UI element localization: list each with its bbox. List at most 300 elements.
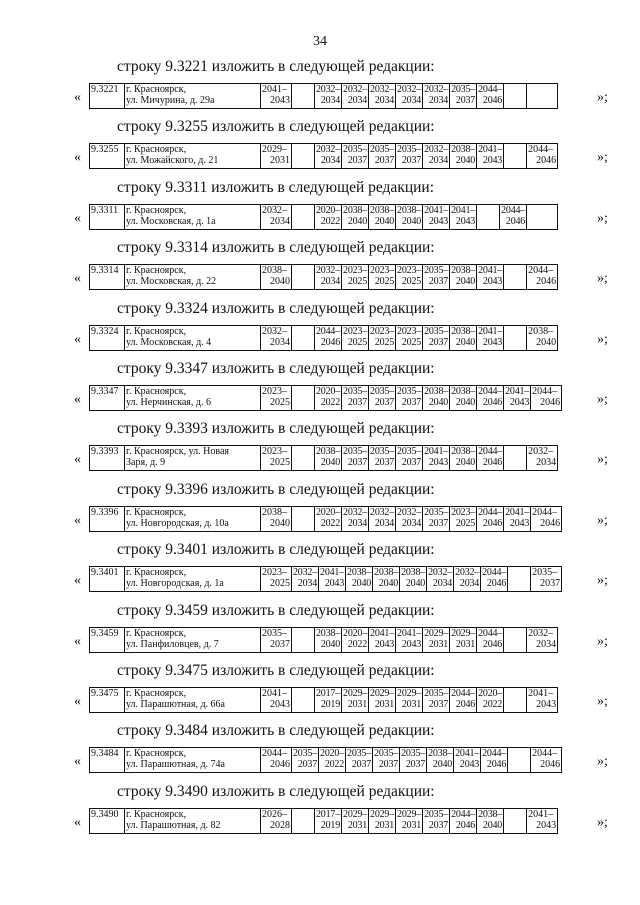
year-end: 2040 <box>378 578 399 590</box>
year-start: 2032– <box>293 567 318 579</box>
year-end: 2037 <box>378 759 399 771</box>
year-cell <box>450 84 477 109</box>
year-start: 2029– <box>370 688 395 699</box>
year-end: 2040 <box>405 578 426 590</box>
year-start: 2038– <box>451 265 476 277</box>
address-line-1: г. Красноярск, <box>126 627 187 639</box>
year-cell <box>481 748 508 773</box>
year-cell <box>504 688 527 713</box>
year-cell <box>261 688 292 713</box>
year-end: 2034 <box>320 155 341 167</box>
year-cell <box>342 204 369 229</box>
year-cell <box>369 204 396 229</box>
year-cell <box>369 265 396 290</box>
year-end: 2037 <box>347 457 368 469</box>
year-start: 2041– <box>505 506 530 518</box>
year-cell <box>369 506 396 531</box>
year-start: 2044– <box>528 265 554 277</box>
closing-quote: »; <box>597 754 608 770</box>
year-start: 2044– <box>532 386 558 397</box>
year-start: 2032– <box>370 506 395 518</box>
year-start: 2044– <box>478 506 503 518</box>
year-cell <box>450 265 477 290</box>
amendment-heading: строку 9.3314 изложить в следующей редакции: <box>117 239 435 257</box>
year-end: 2046 <box>540 397 561 408</box>
amendment-heading: строку 9.3347 изложить в следующей редакции: <box>117 360 435 377</box>
year-end: 2034 <box>347 95 368 106</box>
amendment-section <box>0 481 640 543</box>
year-cell <box>477 386 504 411</box>
year-end: 2046 <box>482 517 503 529</box>
year-cell <box>292 386 315 411</box>
year-cell <box>504 506 531 531</box>
year-cell <box>396 688 423 713</box>
year-cell <box>396 84 423 109</box>
closing-quote: »; <box>597 90 608 105</box>
year-end: 2031 <box>428 638 449 650</box>
year-start: 2029– <box>451 627 476 639</box>
year-start: 2023– <box>370 265 395 277</box>
year-start: 2035– <box>293 748 318 760</box>
closing-quote: »; <box>597 271 608 287</box>
year-cell <box>531 386 562 411</box>
address-line-1: г. Красноярск, <box>126 688 187 699</box>
year-end: 2034 <box>401 517 422 529</box>
address-line-1: г. Красноярск, <box>126 144 187 156</box>
year-start: 2029– <box>397 808 422 820</box>
year-start: 2038– <box>451 446 476 458</box>
year-start: 2044– <box>478 446 503 458</box>
opening-quote: « <box>74 814 81 830</box>
opening-quote: « <box>74 633 81 649</box>
year-end: 2040 <box>482 819 503 831</box>
year-end: 2040 <box>455 155 476 167</box>
year-end: 2046 <box>455 699 476 710</box>
opening-quote: « <box>74 90 81 105</box>
amendment-section <box>0 722 640 784</box>
address-line-1: г. Красноярск, ул. Новая <box>126 446 229 458</box>
year-end: 2031 <box>270 155 290 167</box>
year-start: 2023– <box>397 325 422 337</box>
year-end: 2046 <box>482 95 503 106</box>
year-start: 2032– <box>370 84 395 95</box>
year-start: 2041– <box>451 204 476 216</box>
year-start: 2038– <box>347 567 372 579</box>
year-start: 2035– <box>374 748 399 760</box>
year-start: 2038– <box>478 808 503 820</box>
year-start: 2029– <box>397 688 422 699</box>
year-start: 2038– <box>424 386 449 397</box>
year-end: 2034 <box>297 578 318 590</box>
year-end: 2037 <box>270 638 290 650</box>
row-number-cell: 9.3221 <box>90 84 125 109</box>
year-cell <box>292 325 315 350</box>
year-cell <box>450 808 477 833</box>
year-end: 2043 <box>401 638 422 650</box>
year-end: 2046 <box>482 397 503 408</box>
year-start: 2044– <box>478 627 503 639</box>
address-line-1: г. Красноярск, <box>126 748 187 760</box>
year-end: 2037 <box>401 457 422 469</box>
year-end: 2025 <box>270 397 290 408</box>
year-start: 2032– <box>262 204 287 216</box>
year-cell <box>450 506 477 531</box>
year-end: 2037 <box>401 397 422 408</box>
year-end: 2034 <box>320 95 341 106</box>
year-start: 2038– <box>451 144 476 156</box>
year-cell <box>342 627 369 652</box>
year-cell <box>504 808 527 833</box>
table-row <box>90 627 558 652</box>
closing-quote: »; <box>597 814 608 830</box>
year-cell <box>373 748 400 773</box>
year-start: 2044– <box>528 144 554 156</box>
row-number-cell: 9.3396 <box>90 506 125 531</box>
year-end: 2043 <box>482 155 503 167</box>
year-cell <box>477 265 504 290</box>
year-cell <box>315 265 342 290</box>
amendment-heading: строку 9.3255 изложить в следующей редакции: <box>117 118 435 136</box>
year-cell <box>261 506 292 531</box>
year-cell <box>477 325 504 350</box>
year-start: 2029– <box>424 627 449 639</box>
year-end: 2034 <box>459 578 480 590</box>
row-number-cell: 9.3314 <box>90 265 125 290</box>
year-end: 2037 <box>297 759 318 771</box>
address-cell <box>125 386 261 411</box>
year-cell <box>261 748 292 773</box>
year-end: 2046 <box>482 457 503 469</box>
year-start: 2020– <box>316 204 341 216</box>
year-end: 2046 <box>270 759 290 771</box>
year-start: 2038– <box>262 506 287 518</box>
address-line-2: ул. Новгородская, д. 1а <box>126 578 224 590</box>
address-line-2: ул. Московская, д. 4 <box>126 336 212 348</box>
year-end: 2040 <box>270 276 290 288</box>
amendment-table <box>89 385 562 411</box>
year-cell <box>369 84 396 109</box>
year-start: 2038– <box>451 325 476 337</box>
year-end: 2040 <box>320 457 341 469</box>
year-start: 2041– <box>370 627 395 639</box>
year-end: 2025 <box>270 578 290 590</box>
address-line-1: г. Красноярск, <box>126 506 187 518</box>
year-start: 2035– <box>424 325 449 337</box>
year-end: 2040 <box>401 215 422 227</box>
year-cell <box>450 627 477 652</box>
year-start: 2038– <box>262 265 287 277</box>
year-start: 2038– <box>428 748 453 760</box>
opening-quote: « <box>74 512 81 528</box>
year-cell <box>508 748 531 773</box>
year-cell <box>315 204 342 229</box>
table-row <box>90 748 562 773</box>
amendment-table <box>89 143 558 169</box>
year-end: 2037 <box>374 457 395 469</box>
year-start: 2032– <box>428 567 453 579</box>
year-end: 2025 <box>347 336 368 348</box>
closing-quote: »; <box>597 150 608 166</box>
year-cell <box>423 386 450 411</box>
year-end: 2037 <box>374 397 395 408</box>
year-end: 2037 <box>374 155 395 167</box>
year-cell <box>315 84 342 109</box>
year-start: 2044– <box>532 748 558 760</box>
year-start: 2035– <box>401 748 426 760</box>
year-end: 2043 <box>509 517 530 529</box>
amendment-table <box>89 747 562 773</box>
amendment-section <box>0 602 640 664</box>
year-start: 2041– <box>478 144 503 156</box>
year-end: 2040 <box>455 397 476 408</box>
address-line-2: ул. Можайского, д. 21 <box>126 155 219 167</box>
address-line-1: г. Красноярск, <box>126 808 187 820</box>
year-cell <box>315 325 342 350</box>
year-cell <box>369 446 396 471</box>
opening-quote: « <box>74 754 81 770</box>
year-start: 2038– <box>316 446 341 458</box>
year-cell <box>396 325 423 350</box>
year-start: 2041– <box>528 808 554 820</box>
year-cell <box>423 84 450 109</box>
year-cell <box>261 144 292 169</box>
address-cell <box>125 748 261 773</box>
year-start: 2023– <box>397 265 422 277</box>
year-start: 2032– <box>528 446 554 458</box>
amendment-heading: строку 9.3311 изложить в следующей редакции: <box>117 178 435 196</box>
year-start: 2041– <box>455 748 480 760</box>
year-cell <box>396 204 423 229</box>
year-start: 2032– <box>316 265 341 277</box>
year-start: 2044– <box>501 204 526 216</box>
table-row <box>90 265 558 290</box>
year-end: 2040 <box>428 397 449 408</box>
year-end: 2040 <box>351 578 372 590</box>
address-line-2: ул. Парашютная, д. 82 <box>126 819 221 831</box>
address-cell <box>125 688 261 713</box>
year-end: 2037 <box>428 336 449 348</box>
closing-quote: »; <box>597 512 608 528</box>
year-start: 2023– <box>262 567 287 579</box>
year-end: 2046 <box>536 276 557 288</box>
closing-quote: »; <box>597 573 608 589</box>
year-cell <box>373 567 400 592</box>
year-cell <box>342 506 369 531</box>
row-number-cell: 9.3475 <box>90 688 125 713</box>
year-cell <box>346 748 373 773</box>
year-start: 2032– <box>424 144 449 156</box>
year-start: 2041– <box>397 627 422 639</box>
row-number-cell: 9.3347 <box>90 386 125 411</box>
year-cell <box>292 627 315 652</box>
address-cell <box>125 446 261 471</box>
year-end: 2034 <box>374 517 395 529</box>
table-row <box>90 144 558 169</box>
year-start: 2032– <box>528 627 554 639</box>
year-cell <box>342 446 369 471</box>
year-start: 2029– <box>343 688 368 699</box>
year-end: 2034 <box>320 276 341 288</box>
year-cell <box>504 627 527 652</box>
amendment-heading: строку 9.3396 изложить в следующей редакции: <box>117 480 435 498</box>
address-line-2: ул. Новгородская, д. 10а <box>126 517 229 529</box>
year-start: 2035– <box>424 506 449 518</box>
year-start: 2032– <box>397 506 422 518</box>
opening-quote: « <box>74 271 81 287</box>
year-cell <box>454 748 481 773</box>
address-line-2: ул. Московская, д. 22 <box>126 276 217 288</box>
year-cell <box>504 325 527 350</box>
year-cell <box>396 506 423 531</box>
year-cell <box>315 506 342 531</box>
amendment-table <box>89 445 558 471</box>
year-end: 2046 <box>482 638 503 650</box>
year-end: 2034 <box>401 95 422 106</box>
year-start: 2038– <box>343 204 368 216</box>
opening-quote: « <box>74 573 81 589</box>
year-cell <box>369 808 396 833</box>
amendment-heading: строку 9.3324 изложить в следующей редакции: <box>117 299 435 317</box>
year-start: 2035– <box>424 688 449 699</box>
amendment-heading: строку 9.3475 изложить в следующей редакции: <box>117 662 435 679</box>
amendment-section <box>0 360 640 422</box>
address-line-2: ул. Мичурина, д. 29а <box>126 95 215 106</box>
year-end: 2034 <box>374 95 395 106</box>
year-start: 2041– <box>478 325 503 337</box>
year-end: 2037 <box>428 699 449 710</box>
year-end: 2043 <box>270 699 290 710</box>
year-cell <box>369 325 396 350</box>
year-start: 2035– <box>370 144 395 156</box>
opening-quote: « <box>74 452 81 468</box>
year-cell <box>423 627 450 652</box>
year-cell <box>481 567 508 592</box>
year-end: 2040 <box>455 336 476 348</box>
year-start: 2023– <box>343 325 368 337</box>
year-cell <box>342 84 369 109</box>
year-end: 2040 <box>455 457 476 469</box>
amendment-table <box>89 687 558 713</box>
year-cell <box>319 748 346 773</box>
year-cell <box>292 748 319 773</box>
year-end: 2046 <box>505 215 526 227</box>
year-cell <box>423 446 450 471</box>
year-cell <box>400 567 427 592</box>
opening-quote: « <box>74 694 81 709</box>
amendment-table <box>89 204 558 230</box>
year-end: 2040 <box>270 517 290 529</box>
year-start: 2029– <box>370 808 395 820</box>
year-cell <box>315 808 342 833</box>
year-cell <box>423 325 450 350</box>
year-end: 2043 <box>270 95 290 106</box>
address-line-2: ул. Московская, д. 1а <box>126 215 216 227</box>
year-start: 2032– <box>316 84 341 95</box>
year-cell <box>261 446 292 471</box>
address-line-2: ул. Парашютная, д. 74а <box>126 759 225 771</box>
year-end: 2046 <box>320 336 341 348</box>
year-cell <box>342 325 369 350</box>
year-end: 2046 <box>540 759 561 771</box>
year-end: 2046 <box>540 517 561 529</box>
amendment-heading: строку 9.3484 изложить в следующей редакции: <box>117 722 435 740</box>
year-start: 2035– <box>424 265 449 277</box>
year-end: 2031 <box>401 699 422 710</box>
year-start: 2035– <box>343 446 368 458</box>
year-end: 2034 <box>270 336 290 348</box>
year-start: 2020– <box>316 386 341 397</box>
closing-quote: »; <box>597 392 608 407</box>
year-cell <box>342 688 369 713</box>
year-end: 2022 <box>324 759 345 771</box>
year-cell <box>400 748 427 773</box>
row-number-cell: 9.3401 <box>90 567 125 592</box>
year-start: 2035– <box>370 446 395 458</box>
year-start: 2023– <box>343 265 368 277</box>
year-end: 2022 <box>320 397 341 408</box>
year-start: 2038– <box>528 325 554 337</box>
year-cell <box>315 386 342 411</box>
address-line-1: г. Красноярск, <box>126 386 187 397</box>
year-start: 2044– <box>478 386 503 397</box>
year-cell <box>477 204 500 229</box>
year-end: 2043 <box>324 578 345 590</box>
year-cell <box>423 204 450 229</box>
address-cell <box>125 325 261 350</box>
year-start: 2023– <box>370 325 395 337</box>
year-cell <box>527 265 558 290</box>
year-end: 2040 <box>455 276 476 288</box>
year-cell <box>342 386 369 411</box>
year-cell <box>315 627 342 652</box>
amendment-table <box>89 264 558 290</box>
year-cell <box>504 144 527 169</box>
year-cell <box>477 808 504 833</box>
year-end: 2025 <box>401 336 422 348</box>
year-start: 2032– <box>316 144 341 156</box>
year-start: 2041– <box>320 567 345 579</box>
row-number-cell: 9.3459 <box>90 627 125 652</box>
address-cell <box>125 204 261 229</box>
closing-quote: »; <box>597 452 608 468</box>
year-cell <box>527 688 558 713</box>
year-cell <box>450 386 477 411</box>
year-cell <box>450 325 477 350</box>
year-cell <box>369 627 396 652</box>
year-start: 2044– <box>532 506 558 518</box>
year-end: 2028 <box>270 819 290 831</box>
year-end: 2034 <box>347 517 368 529</box>
year-cell <box>396 808 423 833</box>
address-line-1: г. Красноярск, <box>126 265 187 277</box>
year-cell <box>454 567 481 592</box>
year-start: 2020– <box>478 688 503 699</box>
year-cell <box>504 446 527 471</box>
year-start: 2032– <box>424 84 449 95</box>
year-cell <box>531 567 562 592</box>
year-end: 2037 <box>347 397 368 408</box>
year-cell <box>396 446 423 471</box>
row-number-cell: 9.3490 <box>90 808 125 833</box>
amendment-heading: строку 9.3393 изложить в следующей редакции: <box>117 420 435 438</box>
year-cell <box>319 567 346 592</box>
year-cell <box>292 688 315 713</box>
year-cell <box>477 446 504 471</box>
amendment-table <box>89 506 562 532</box>
year-cell <box>292 84 315 109</box>
year-start: 2035– <box>397 386 422 397</box>
year-start: 2035– <box>424 808 449 820</box>
